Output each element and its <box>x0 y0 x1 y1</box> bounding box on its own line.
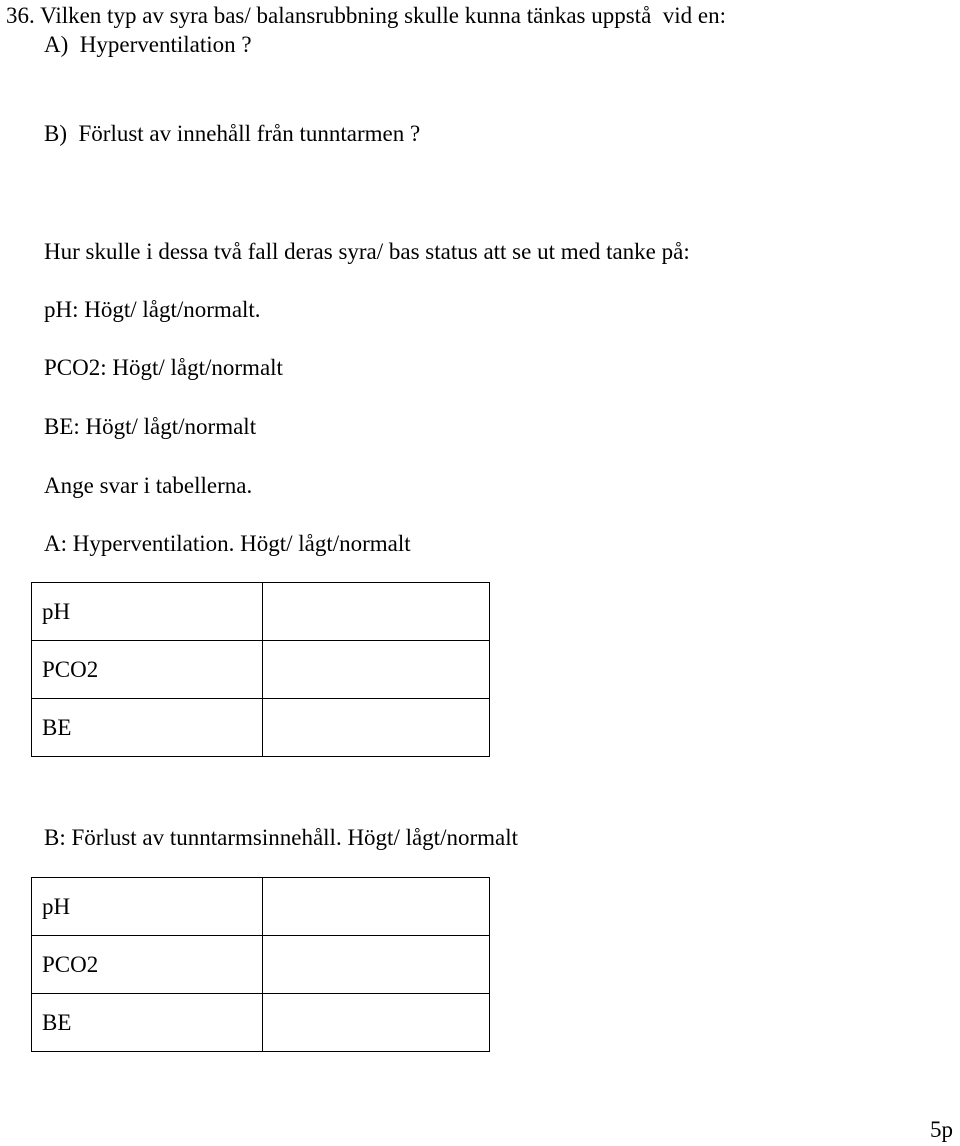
row-label-be: BE <box>32 994 263 1052</box>
option-b: B) Förlust av innehåll från tunntarmen ? <box>44 121 421 146</box>
points-label: 5p <box>930 1117 953 1142</box>
row-label-pco2: PCO2 <box>32 641 263 699</box>
answer-cell-ph[interactable] <box>263 583 490 641</box>
answer-cell-be[interactable] <box>263 994 490 1052</box>
answer-cell-pco2[interactable] <box>263 641 490 699</box>
answer-cell-pco2[interactable] <box>263 936 490 994</box>
table-row <box>32 936 490 994</box>
answer-table-b <box>31 877 490 1052</box>
question-heading: 36. Vilken typ av syra bas/ balansrubbning skulle kunna tänkas uppstå vid en: <box>6 3 727 28</box>
answer-table-a <box>31 582 490 757</box>
table-row <box>32 583 490 641</box>
answer-cell-ph[interactable] <box>263 878 490 936</box>
row-label-pco2: PCO2 <box>32 936 263 994</box>
table-row <box>32 641 490 699</box>
line-be: BE: Högt/ lågt/normalt <box>44 414 257 439</box>
line-pco2: PCO2: Högt/ lågt/normalt <box>44 355 283 380</box>
line-ph: pH: Högt/ lågt/normalt. <box>44 297 261 322</box>
table-row <box>32 878 490 936</box>
row-label-be: BE <box>32 699 263 757</box>
row-label-ph: pH <box>32 583 263 641</box>
option-a: A) Hyperventilation ? <box>44 32 252 57</box>
instruction: Ange svar i tabellerna. <box>44 473 253 498</box>
question-prompt: Hur skulle i dessa två fall deras syra/ bas status att se ut med tanke på: <box>44 239 690 264</box>
table-a-caption: A: Hyperventilation. Högt/ lågt/normalt <box>44 531 411 556</box>
table-row <box>32 994 490 1052</box>
answer-cell-be[interactable] <box>263 699 490 757</box>
table-row <box>32 699 490 757</box>
row-label-ph: pH <box>32 878 263 936</box>
table-b-caption: B: Förlust av tunntarmsinnehåll. Högt/ lågt/normalt <box>44 825 519 850</box>
